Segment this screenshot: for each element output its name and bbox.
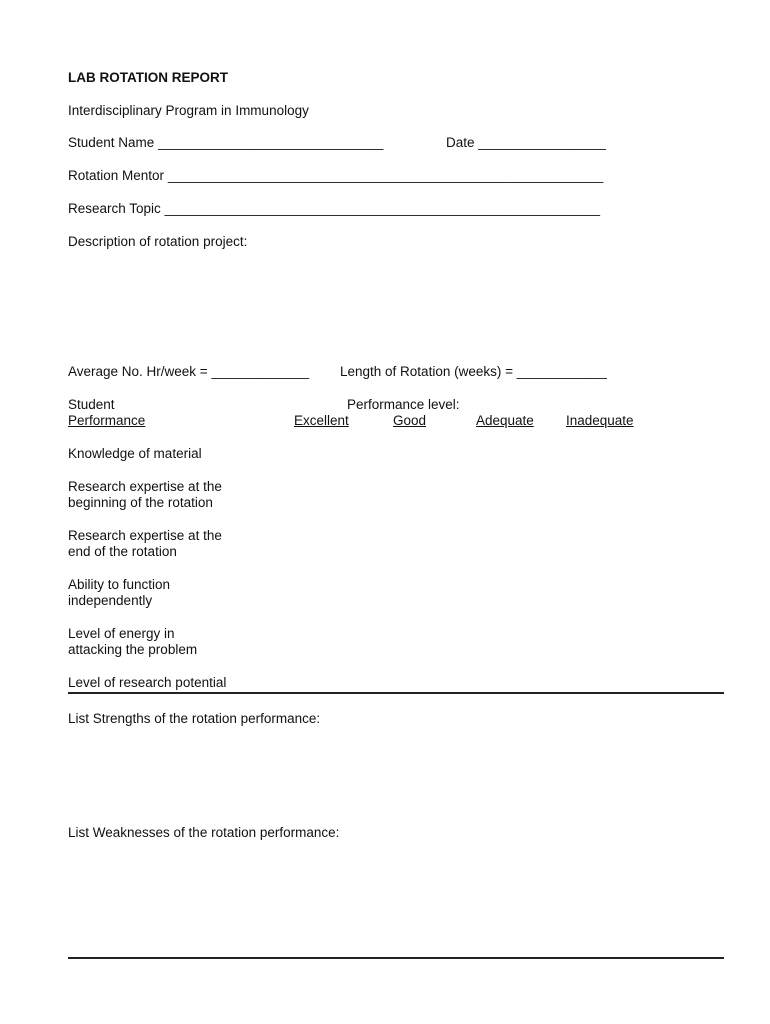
level-inadequate: Inadequate [566, 413, 634, 428]
rotation-length-blank[interactable]: ____________ [516, 364, 607, 379]
level-adequate: Adequate [476, 413, 534, 428]
date-field[interactable] [446, 135, 606, 151]
criterion-energy-line2: attacking the problem [68, 642, 198, 657]
criterion-expertise-end-line2: end of the rotation [68, 544, 177, 559]
strengths-label: List Strengths of the rotation performance: [68, 711, 321, 726]
strengths-area[interactable] [68, 732, 724, 818]
student-name-field[interactable] [68, 135, 383, 151]
weaknesses-area[interactable] [68, 846, 724, 946]
rotation-mentor-label: Rotation Mentor [68, 168, 165, 183]
description-label: Description of rotation project: [68, 234, 248, 249]
level-good: Good [393, 413, 427, 428]
avg-hours-blank[interactable]: _____________ [211, 364, 310, 379]
criterion-knowledge: Knowledge of material [68, 446, 202, 461]
performance-header: Performance [68, 413, 146, 428]
criterion-energy-line1: Level of energy in [68, 626, 175, 641]
rotation-mentor-field[interactable] [68, 168, 603, 184]
criterion-expertise-end-line1: Research expertise at the [68, 528, 222, 543]
level-excellent: Excellent [294, 413, 349, 428]
criterion-expertise-beginning-line2: beginning of the rotation [68, 495, 213, 510]
date-label: Date [446, 135, 475, 150]
criterion-independence-line1: Ability to function [68, 577, 171, 592]
student-name-label: Student Name [68, 135, 155, 150]
table-bottom-rule [68, 692, 724, 694]
date-blank[interactable]: _________________ [478, 135, 606, 150]
footer-rule [68, 957, 724, 959]
avg-hours-field[interactable] [68, 364, 309, 380]
rotation-length-label: Length of Rotation (weeks) = [340, 364, 513, 379]
rotation-mentor-blank[interactable]: __________________________________________________________ [167, 168, 604, 183]
research-topic-label: Research Topic [68, 201, 161, 216]
research-topic-blank[interactable]: __________________________________________________________ [164, 201, 601, 216]
criterion-expertise-beginning-line1: Research expertise at the [68, 479, 222, 494]
performance-level-title: Performance level: [347, 397, 460, 412]
avg-hours-label: Average No. Hr/week = [68, 364, 208, 379]
weaknesses-label: List Weaknesses of the rotation performance: [68, 825, 340, 840]
rotation-length-field[interactable] [340, 364, 607, 380]
student-header: Student [68, 397, 115, 412]
research-topic-field[interactable] [68, 201, 600, 217]
form-title: LAB ROTATION REPORT [68, 70, 228, 85]
description-area[interactable] [68, 254, 724, 354]
program-name: Interdisciplinary Program in Immunology [68, 103, 309, 118]
student-name-blank[interactable]: ______________________________ [158, 135, 384, 150]
criterion-independence-line2: independently [68, 593, 153, 608]
criterion-research-potential: Level of research potential [68, 675, 227, 690]
